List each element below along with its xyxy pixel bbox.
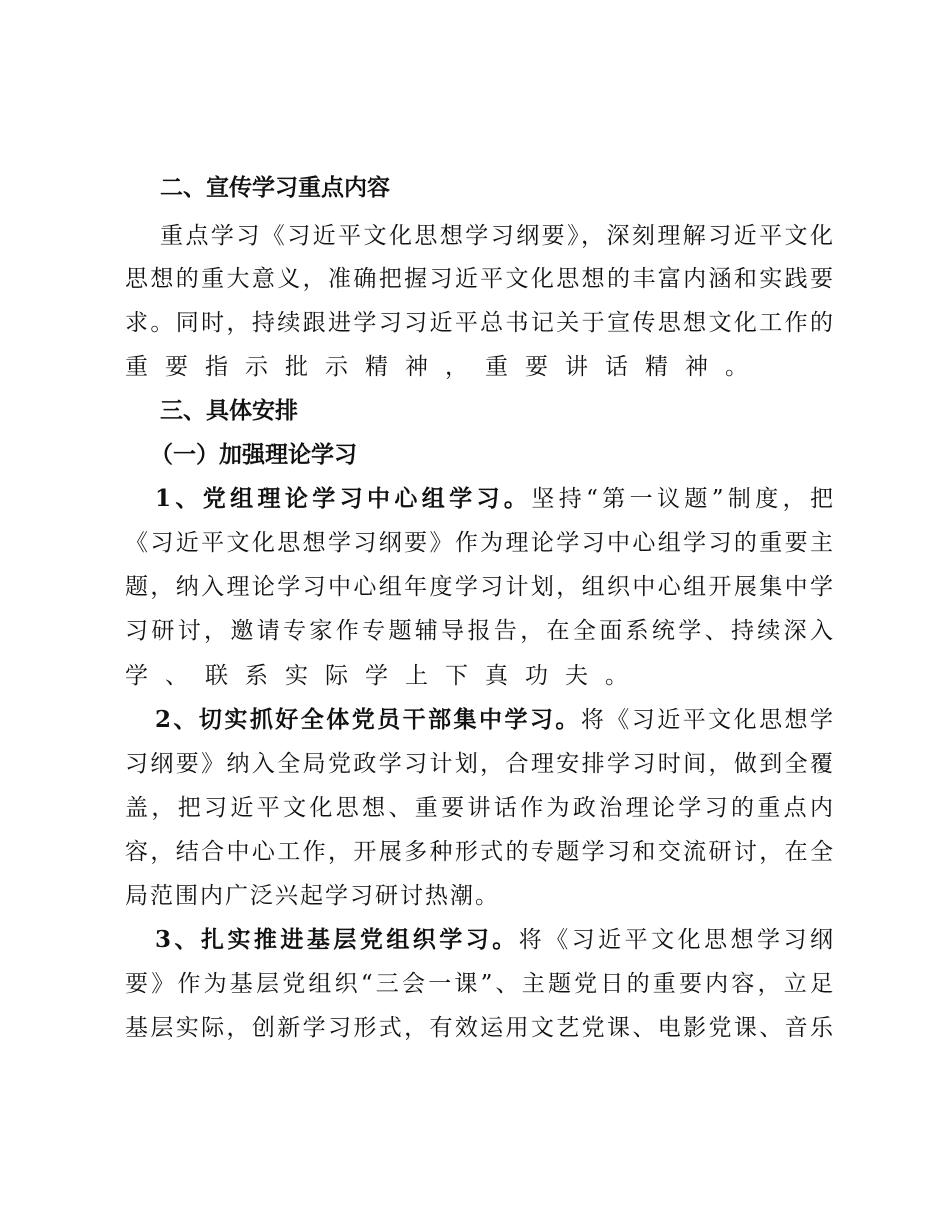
paragraph-line: 习纲要》纳入全局党政学习计划，合理安排学习时间，做到全覆 [125,751,833,777]
paragraph-line: 学、联系实际学上下真功夫。 [125,663,645,689]
paragraph-line: 基层实际，创新学习形式，有效运用文艺党课、电影党课、音乐 [125,1015,833,1041]
paragraph-line: 局范围内广泛兴起学习研讨热潮。 [125,883,500,909]
paragraph-line: 求。同时，持续跟进学习习近平总书记关于宣传思想文化工作的 [125,310,833,336]
section-heading-2: 二、宣传学习重点内容 [160,174,390,201]
paragraph-line: 重要指示批示精神，重要讲话精神。 [125,354,765,380]
paragraph-line: 容，结合中心工作，开展多种形式的专题学习和交流研讨，在全 [125,839,833,865]
paragraph-line: 要》作为基层党组织“三会一课”、主题党日的重要内容，立足 [125,971,833,997]
item-2-title: 2、切实抓好全体党员干部集中学习。 [155,706,581,733]
paragraph-line: 盖，把习近平文化思想、重要讲话作为政治理论学习的重点内 [125,795,833,821]
item-3-title: 3、扎实推进基层党组织学习。 [155,926,519,953]
paragraph-line: 题，纳入理论学习中心组年度学习计划，组织中心组开展集中学 [125,574,833,600]
paragraph-line: 思想的重大意义，准确把握习近平文化思想的丰富内涵和实践要 [125,266,833,292]
paragraph-line: 《习近平文化思想学习纲要》作为理论学习中心组学习的重要主 [125,530,833,556]
item-1-title: 1、党组理论学习中心组学习。 [155,485,532,512]
subsection-heading-1: （一）加强理论学习 [150,441,357,468]
item-1-text: 坚持“第一议题”制度，把 [531,486,833,512]
item-3-text: 将《习近平文化思想学习纲 [518,927,833,953]
paragraph-line: 重点学习《习近平文化思想学习纲要》，深刻理解习近平文化 [160,223,833,249]
item-1-line [155,477,833,521]
item-3-line [155,918,833,962]
item-2-line [155,698,833,742]
item-2-text: 将《习近平文化思想学 [580,707,833,733]
section-heading-3: 三、具体安排 [160,397,298,424]
paragraph-line: 习研讨，邀请专家作专题辅导报告，在全面系统学、持续深入 [125,618,833,644]
